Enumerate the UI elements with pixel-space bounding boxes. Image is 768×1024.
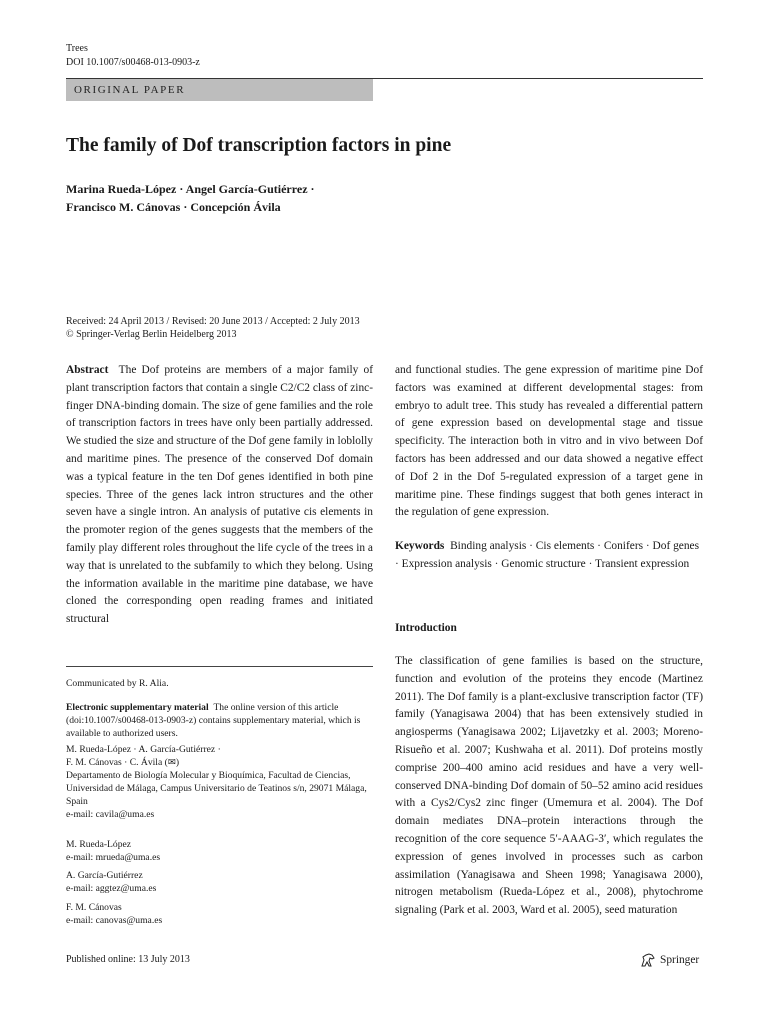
contact-rueda	[66, 838, 373, 864]
affiliation-department: Departamento de Biología Molecular y Bioquímica, Facultad de Ciencias, Universidad de Málaga, Campus Universitario de Teatinos s/n, 29071 Málaga, Spain	[66, 770, 367, 807]
affiliation-block	[66, 743, 373, 821]
received-dates: Received: 24 April 2013 / Revised: 20 June 2013 / Accepted: 2 July 2013	[66, 316, 360, 327]
communicated-by: Communicated by R. Alia.	[66, 678, 169, 689]
author-line-1: Marina Rueda-López · Angel García-Gutiérrez ·	[66, 182, 315, 196]
contact-email[interactable]: e-mail: mrueda@uma.es	[66, 852, 161, 863]
contact-canovas	[66, 901, 373, 927]
keywords	[395, 538, 703, 574]
introduction-text: The classification of gene families is based on the structure, function and evolution of the proteins they encode (Martinez 2011). The Dof family is a plant-exclusive transcription factor (TF) family (Yanagisawa 2004) that has been extensively studied in angiosperms (Yanagisawa 2002; Lijavetzky et al. 2003; Moreno-Risueño et al. 2007; Kushwaha et al. 2011). Dof proteins mostly comprise 200–400 amino acid residues and have a very well-conserved DNA-binding Dof domain of 50–52 amino acid residues with a Cys2/Cys2 zinc finger (Umemura et al. 2004). The Dof domain mediates DNA–protein interactions through the recognition of the core sequence 5′-AAAG-3′, which regulates the expression of genes involved in processes such as carbon assimilation (Yanagisawa and Sheen 1998; Yanagisawa 2000), nitrogen metabolism (Rueda-López et al., 2008), phytochrome signaling (Park et al. 2003, Ward et al. 2005), seed maturation	[395, 655, 703, 917]
abstract-text-left: The Dof proteins are members of a major family of plant transcription factors that contain a single C2/C2 class of zinc-finger DNA-binding domain. The size of gene families and the role of transcription factors in trees have only been partially addressed. We studied the size and structure of the Dof gene family in loblolly and maritime pines. The presence of the conserved Dof domain was a typical feature in the ten Dof genes identified in both pine species. Three of the genes lack intron structures and the other seven have a single intron. An analysis of putative cis elements in the promoter region of the genes suggests that the members of the family play different roles throughout the life cycle of the trees in a way that is unrelated to the subfamily to which they belong. Using the information available in the maritime pine database, we have cloned the corresponding open reading frames and initiated structural	[66, 364, 373, 626]
introduction-body	[395, 653, 703, 920]
article-doi: DOI 10.1007/s00468-013-0903-z	[66, 57, 200, 68]
contact-name: A. García-Gutiérrez	[66, 870, 143, 881]
abstract-right-column	[395, 362, 703, 574]
abstract-left-column	[66, 362, 373, 629]
article-title: The family of Dof transcription factors in pine	[66, 135, 452, 156]
article-dates	[66, 315, 360, 341]
copyright-line: © Springer-Verlag Berlin Heidelberg 2013	[66, 329, 237, 340]
abstract-text-right: and functional studies. The gene expression of maritime pine Dof factors was examined at different developmental stages: from embryo to adult tree. This study has revealed a differential pattern of gene expression based on developmental stage and tissue specificity. The interaction both in vitro and in vivo between Dof factors has been addressed and our data showed a negative effect of Dof 2 in the Dof 5-regulated expression of a target gene in maritime pine. These findings suggest that both genes interact in the regulation of gene expression.	[395, 364, 703, 519]
affiliation-names: M. Rueda-López · A. García-Gutiérrez ·	[66, 744, 221, 755]
publisher-name: Springer	[660, 954, 700, 966]
keywords-label: Keywords	[395, 540, 445, 553]
footnote-rule	[66, 666, 373, 667]
contact-garcia	[66, 869, 373, 895]
journal-name: Trees	[66, 43, 88, 54]
author-line-2: Francisco M. Cánovas · Concepción Ávila	[66, 200, 281, 214]
contact-name: F. M. Cánovas	[66, 902, 122, 913]
affiliation-names-2: F. M. Cánovas · C. Ávila (✉)	[66, 757, 180, 768]
contact-email[interactable]: e-mail: aggtez@uma.es	[66, 883, 157, 894]
keywords-text: Binding analysis · Cis elements · Conifers · Dof genes · Expression analysis · Genomic structure · Transient expression	[395, 540, 700, 570]
esm-note	[66, 701, 373, 740]
contact-name: M. Rueda-López	[66, 839, 132, 850]
article-type-banner: ORIGINAL PAPER	[66, 79, 373, 101]
introduction-heading: Introduction	[395, 622, 457, 634]
contact-email[interactable]: e-mail: canovas@uma.es	[66, 915, 163, 926]
esm-label: Electronic supplementary material	[66, 702, 209, 713]
esm-text: The online version of this article (doi:10.1007/s00468-013-0903-z) contains supplementary material, which is available to authorized users.	[66, 702, 361, 739]
abstract-label: Abstract	[66, 364, 109, 376]
abstract-paragraph	[66, 362, 373, 629]
affiliation-email: e-mail: cavila@uma.es	[66, 809, 155, 820]
author-list	[66, 180, 315, 216]
springer-horse-logo-icon	[640, 953, 656, 967]
publisher-mark	[640, 953, 699, 967]
published-online: Published online: 13 July 2013	[66, 954, 190, 965]
